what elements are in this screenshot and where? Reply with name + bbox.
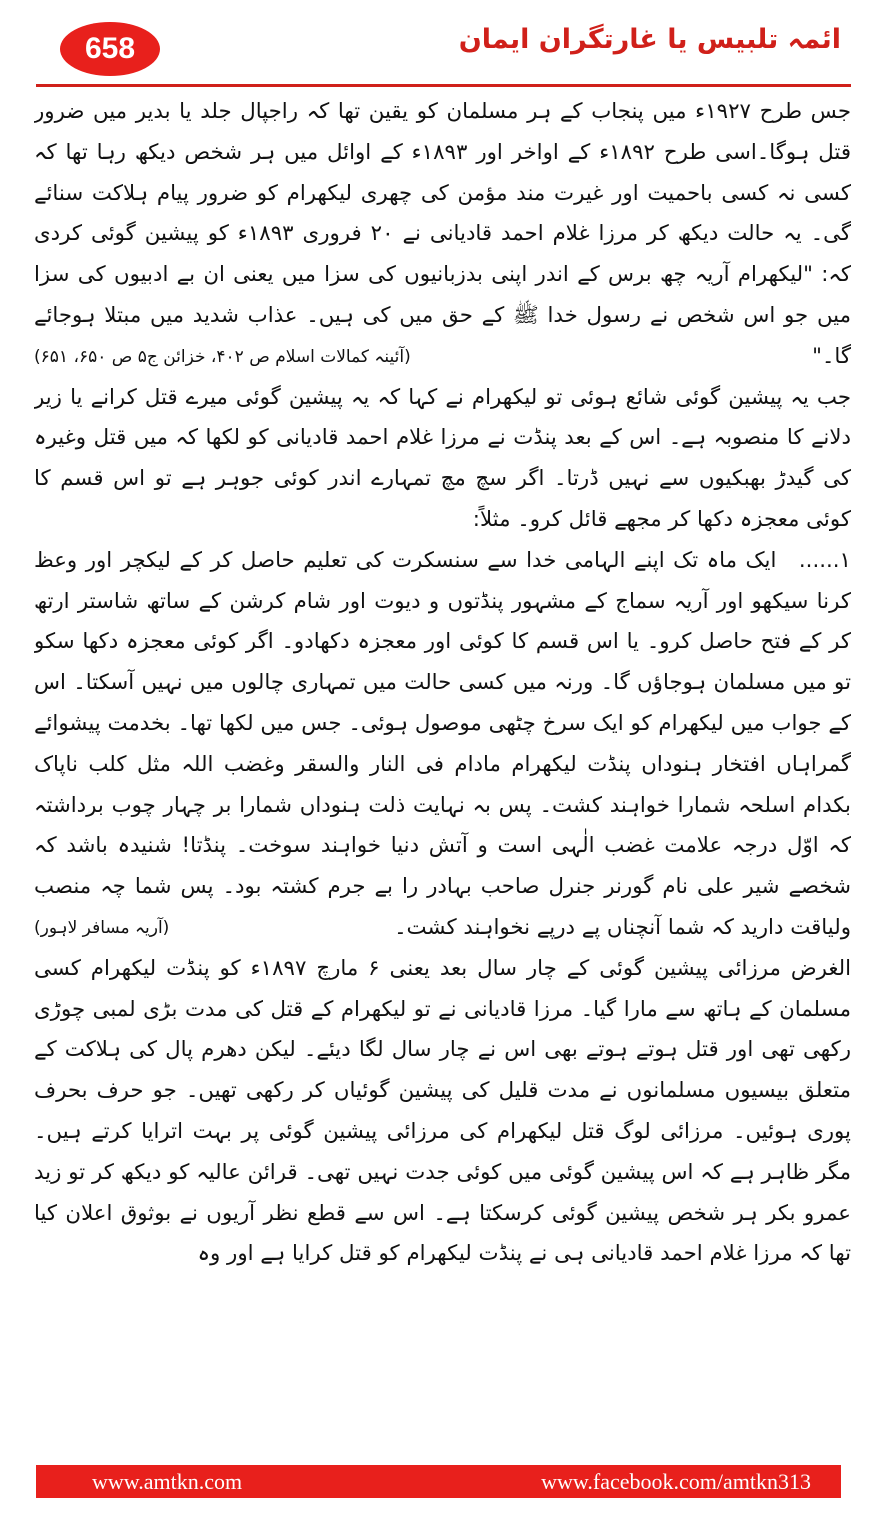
paragraph-3 xyxy=(34,949,851,1275)
list-item-number: ۱...... xyxy=(798,547,851,573)
paragraph-2 xyxy=(34,378,851,541)
book-title: ائمہ تلبیس یا غارتگران ایمان xyxy=(458,24,841,55)
facebook-link[interactable]: www.facebook.com/amtkn313 xyxy=(541,1468,811,1494)
paragraph-1 xyxy=(34,92,851,378)
list-item-1-text: ایک ماہ تک اپنے الہامی خدا سے سنسکرت کی تعلیم حاصل کر کے لیکچر اور وعظ کرنا سیکھو اور آریہ سماج کے مشہور پنڈتوں و دیوت اور شام کرشن کے ساتھ شاستر ارتھ کر کے فتح حاصل کرو۔ یا اس قسم کا کوئی اور معجزہ دکھادو۔ اگر کوئی معجزہ دکھا سکو تو میں مسلمان ہوجاؤں گا۔ ورنہ میں کسی حالت میں تمہاری چالوں میں نہیں آسکتا۔ اس کے جواب میں لیکھرام کو ایک سرخ چٹھی موصول ہوئی۔ جس میں لکھا تھا۔ بخدمت پیشوائے گمراہاں افتخار ہنوداں پنڈت لیکھرام مادام فی النار والسقر وغضب اللہ مثل کلب ناپاک بکدام اسلحہ شمارا خواہند کشت۔ پس بہ نہایت ذلت ہنوداں شمارا بر چہار چوب برداشتہ کہ اوّل درجہ علامت غضب الٰہی است و آتش دنیا خواہند سوخت۔ پنڈتا! شنیدہ باشد کہ شخصے شیر علی نام گورنر جنرل صاحب بہادر را بے جرم کشتہ بود۔ پس شما چہ منصب ولیاقت دارید کہ شما آنچناں پے درپے نخواہند کشت۔ xyxy=(34,547,851,940)
page-body xyxy=(34,92,851,1440)
paragraph-1-text: جس طرح ۱۹۲۷ء میں پنجاب کے ہر مسلمان کو یقین تھا کہ راجپال جلد یا بدیر میں ضرور قتل ہوگا۔اسی طرح ۱۸۹۲ء کے اواخر اور ۱۸۹۳ء کے اوائل میں ہر شخص دیکھ رہا تھا کہ کسی نہ کسی باحمیت اور غیرت مند مؤمن کی چھری لیکھرام کو ضرور پیام ہلاکت سنائے گی۔ یہ حالت دیکھ کر مرزا غلام احمد قادیانی نے ۲۰ فروری ۱۸۹۳ء کو پیشین گوئی کردی کہ: "لیکھرام آریہ چھ برس کے اندر اپنی بدزبانیوں کی سزا میں یعنی ان بے ادبیوں کی سزا میں جو اس شخص نے رسول خدا ﷺ کے حق میں کی ہیں۔ عذاب شدید میں مبتلا ہوجائے گا۔" xyxy=(34,99,851,369)
paragraph-2-text: جب یہ پیشین گوئی شائع ہوئی تو لیکھرام نے کہا کہ یہ پیشین گوئی میرے قتل کرانے یا زیر دلانے کا منصوبہ ہے۔ اس کے بعد پنڈت نے مرزا غلام احمد قادیانی کو لکھا کہ میں قتل وغیرہ کی گیدڑ بھبکیوں سے نہیں ڈرتا۔ اگر سچ مچ تمہارے اندر کوئی جوہر ہے تو اس قسم کا کوئی معجزہ دکھا کر مجھے قائل کرو۔ مثلاً: xyxy=(34,384,851,532)
page-number-badge xyxy=(60,22,160,76)
website-link[interactable]: www.amtkn.com xyxy=(92,1468,243,1494)
footer-bar xyxy=(36,1465,841,1498)
reference-2: (آریہ مسافر لاہور) xyxy=(34,917,170,938)
page-number: 658 xyxy=(84,32,136,65)
header-divider xyxy=(36,84,851,87)
reference-1: (آئینہ کمالات اسلام ص ۴۰۲، خزائن ج۵ ص ۶۵۰، ۶۵۱) xyxy=(34,346,411,367)
paragraph-3-text: الغرض مرزائی پیشین گوئی کے چار سال بعد یعنی ۶ مارچ ۱۸۹۷ء کو پنڈت لیکھرام کسی مسلمان کے ہاتھ سے مارا گیا۔ مرزا قادیانی نے تو لیکھرام کے قتل کی مدت بڑی لمبی چوڑی رکھی تھی اور قتل ہوتے ہوتے بھی اس نے چار سال لگا دیئے۔ لیکن دھرم پال کی ہلاکت کے متعلق بیسیوں مسلمانوں نے مدت قلیل کی پیشین گوئیاں کر رکھی تھیں۔ جو حرف بحرف پوری ہوئیں۔ مرزائی لوگ قتل لیکھرام کی مرزائی پیشین گوئی پر بہت اترایا کرتے ہیں۔ مگر ظاہر ہے کہ اس پیشین گوئی میں کوئی جدت نہیں تھی۔ قرائن عالیہ کو دیکھ کر تو زید عمرو بکر ہر شخص پیشین گوئی کرسکتا ہے۔ اس سے قطع نظر آریوں نے بوثوق اعلان کیا تھا کہ مرزا غلام احمد قادیانی ہی نے پنڈت لیکھرام کو قتل کرایا ہے اور وہ xyxy=(34,955,851,1267)
list-item-1 xyxy=(34,541,851,949)
